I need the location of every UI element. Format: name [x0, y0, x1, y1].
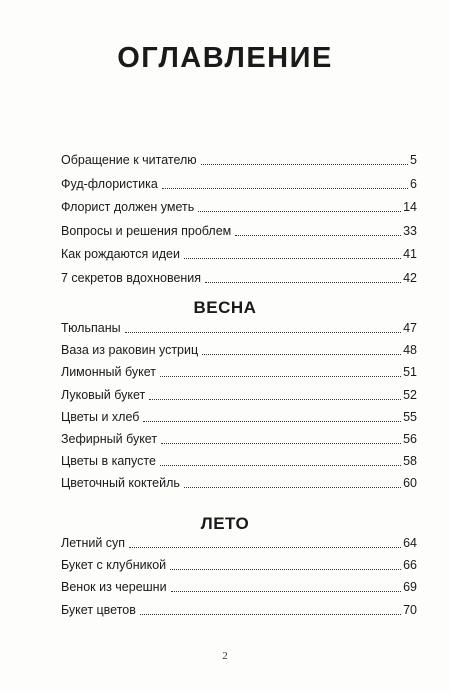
toc-entry[interactable]: [61, 195, 417, 215]
toc-entry-page-number: 55: [403, 409, 417, 424]
toc-entry-label: Как рождаются идеи: [61, 247, 180, 261]
toc-entry-label: Летний суп: [61, 536, 126, 550]
toc-entry[interactable]: [61, 338, 417, 358]
toc-entry-page-number: 51: [403, 365, 417, 380]
toc-entry[interactable]: [61, 427, 417, 447]
toc-entry-label: Букет с клубникой: [61, 558, 167, 573]
toc-entry[interactable]: [61, 316, 417, 336]
toc-entry-label: Тюльпаны: [61, 321, 121, 335]
page-number: 2: [222, 650, 228, 662]
dot-leader: [160, 375, 401, 377]
toc-entry[interactable]: [61, 360, 417, 380]
toc-entry-page-number: 58: [403, 454, 417, 469]
dot-leader: [205, 281, 401, 283]
toc-entry-page-number: 56: [403, 432, 417, 446]
dot-leader: [140, 613, 401, 615]
toc-entry-label: Цветы в капусте: [61, 454, 156, 469]
dot-leader: [161, 442, 401, 444]
toc-entry-label: Букет цветов: [61, 602, 136, 617]
toc-entry-page-number: 64: [403, 536, 417, 550]
dot-leader: [171, 590, 402, 592]
section-title-spring: ВЕСНА: [193, 298, 257, 317]
dot-leader: [143, 420, 401, 422]
toc-entry[interactable]: [61, 575, 417, 595]
toc-entry-label: Цветы и хлеб: [61, 409, 140, 424]
dot-leader: [129, 546, 401, 548]
toc-entry-page-number: 5: [410, 153, 417, 167]
toc-entry[interactable]: [61, 266, 417, 286]
dot-leader: [184, 486, 401, 488]
toc-entry-label: 7 секретов вдохновения: [61, 270, 202, 285]
toc-entry-page-number: 60: [403, 476, 417, 491]
toc-entry-page-number: 47: [403, 321, 417, 335]
toc-entry-label: Венок из черешни: [61, 580, 167, 595]
dot-leader: [149, 398, 401, 400]
toc-entry[interactable]: [61, 405, 417, 425]
section-title-summer: ЛЕТО: [200, 514, 250, 533]
toc-entry[interactable]: [61, 172, 417, 192]
toc-entry[interactable]: [61, 148, 417, 168]
toc-entry-page-number: 6: [410, 176, 417, 191]
toc-entry-label: Лимонный букет: [61, 365, 156, 380]
toc-entry-page-number: 42: [403, 270, 417, 285]
toc-entry-page-number: 70: [403, 602, 417, 617]
dot-leader: [235, 234, 401, 236]
toc-entry-label: Луковый букет: [61, 387, 146, 402]
toc-entry-label: Флорист должен уметь: [61, 200, 195, 214]
dot-leader: [170, 568, 401, 570]
toc-entry-label: Ваза из раковин устриц: [61, 343, 199, 358]
toc-entry[interactable]: [61, 553, 417, 573]
toc-entry[interactable]: [61, 242, 417, 262]
toc-entry-page-number: 52: [403, 387, 417, 402]
toc-entry-label: Обращение к читателю: [61, 153, 197, 167]
toc-entry-label: Вопросы и решения проблем: [61, 223, 232, 238]
toc-entry-label: Фуд-флористика: [61, 176, 158, 191]
dot-leader: [198, 210, 401, 212]
dot-leader: [184, 257, 401, 259]
dot-leader: [160, 464, 401, 466]
toc-entry[interactable]: [61, 471, 417, 491]
page-title: ОГЛАВЛЕНИЕ: [117, 42, 333, 74]
toc-entry-page-number: 33: [403, 223, 417, 238]
toc-entry[interactable]: [61, 449, 417, 469]
toc-entry-label: Цветочный коктейль: [61, 476, 180, 491]
toc-entry-page-number: 69: [403, 580, 417, 595]
toc-entry[interactable]: [61, 383, 417, 403]
toc-entry[interactable]: [61, 219, 417, 239]
toc-entry-page-number: 14: [403, 200, 417, 214]
dot-leader: [125, 331, 401, 333]
toc-entry-page-number: 48: [403, 343, 417, 358]
toc-entry-label: Зефирный букет: [61, 432, 158, 446]
dot-leader: [201, 163, 408, 165]
toc-entry-page-number: 41: [403, 247, 417, 261]
toc-entry[interactable]: [61, 598, 417, 618]
toc-entry[interactable]: [61, 531, 417, 551]
toc-entry-page-number: 66: [403, 558, 417, 573]
dot-leader: [202, 353, 401, 355]
dot-leader: [162, 187, 408, 189]
